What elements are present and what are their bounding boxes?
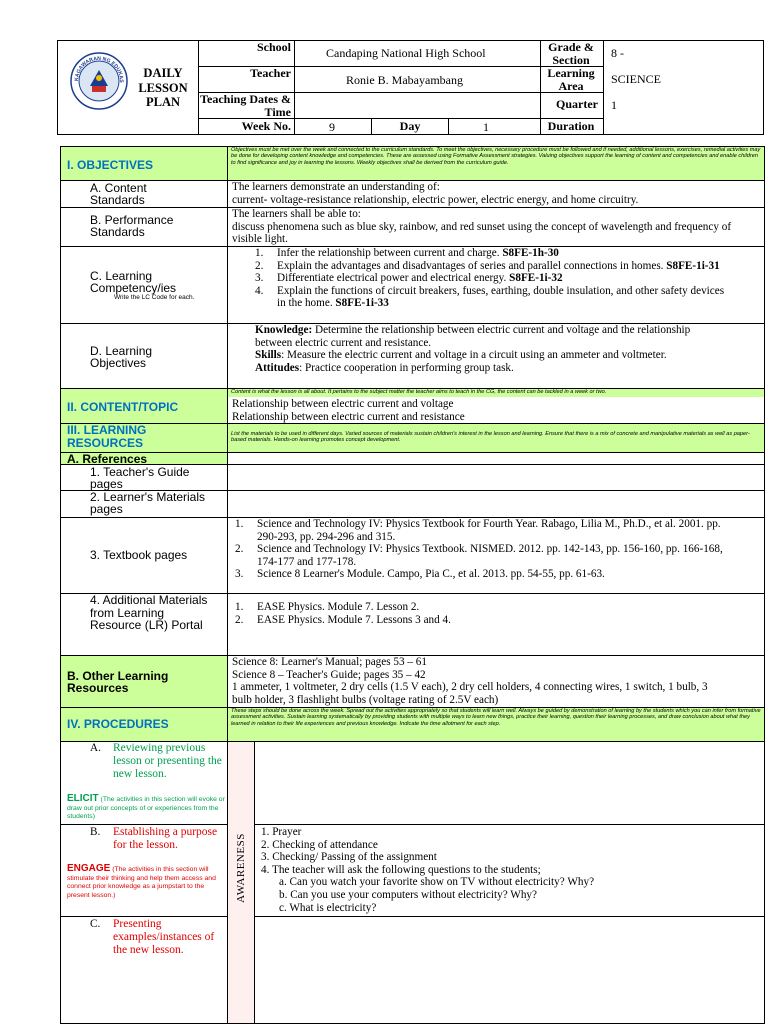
week-value: 9 [329, 120, 335, 134]
procedure-question: a. Can you watch your favorite show on TV without electricity? Why? [279, 876, 595, 889]
day-value-cell [448, 118, 541, 135]
content-standards-line2: current- voltage-resistance relationship, electric power, electric energy, and home circuitry. [232, 193, 639, 206]
other-resource-line: Science 8 – Teacher's Guide; pages 35 – 42 [232, 668, 426, 681]
day-value: 1 [483, 120, 489, 134]
week-label: Week No. [241, 119, 291, 133]
quarter-value: 1 [611, 98, 617, 112]
content-topic: Relationship between electric current and voltage [232, 398, 454, 410]
competencies-list [255, 247, 735, 310]
procedure-step: 1. Prayer [261, 826, 302, 838]
knowledge-objective: Knowledge: Determine the relationship between electric current and voltage and the relationship between electric current and resistance. [255, 324, 691, 349]
learning-objectives-label: D. Learning Objectives [90, 344, 153, 370]
learners-materials-label: 2. Learner's Materials pages [90, 490, 206, 516]
content-topic: Relationship between electric current and resistance [232, 410, 465, 423]
additional-materials-list [235, 601, 727, 626]
competencies-label: C. Learning Competency/ies [90, 269, 177, 295]
procedure-step: 3. Checking/ Passing of the assignment [261, 851, 437, 864]
other-resources-label: B. Other Learning Resources [67, 669, 169, 695]
procedure-question: c. What is electricity? [279, 901, 377, 914]
deped-seal-logo [70, 52, 128, 110]
elicit-description: ELICIT (The activities in this section will evoke or draw out prior concepts of or experiences from the students) [67, 793, 225, 820]
performance-standards-line2: discuss phenomena such as blue sky, rainbow, and red sunset using the concept of wavelength and frequency of visible light. [232, 220, 732, 246]
resources-title: III. LEARNING RESOURCES [67, 423, 147, 450]
teacher-label: Teacher [250, 66, 291, 80]
additional-item: 2. EASE Physics. Module 7. Lessons 3 and 4. [235, 613, 451, 626]
awareness-label: AWARENESS [235, 833, 247, 903]
procedure-question: b. Can you use your computers without electricity? Why? [279, 888, 537, 901]
dates-label: Teaching Dates & Time [200, 92, 291, 119]
textbook-label: 3. Textbook pages [90, 548, 188, 562]
additional-item: 1. EASE Physics. Module 7. Lesson 2. [235, 601, 420, 613]
area-label: Learning Area [547, 66, 595, 93]
objectives-title: I. OBJECTIVES [67, 158, 154, 172]
textbook-item: 3. Science 8 Learner's Module. Campo, Pia C., et al. 2013. pp. 54-55, pp. 61-63. [235, 568, 605, 581]
content-standards-line1: The learners demonstrate an understanding of: [232, 181, 440, 193]
teachers-guide-cell [227, 464, 765, 491]
textbook-item: 2. Science and Technology IV: Physics Textbook. NISMED. 2012. pp. 142-143, pp. 156-160, pp. 166-168, 174-177 and 177-178. [235, 543, 723, 568]
procedures-title: IV. PROCEDURES [67, 717, 169, 731]
learners-materials-cell [227, 490, 765, 518]
references-label: A. References [67, 452, 148, 466]
procedure-a-content-cell [254, 741, 765, 825]
attitudes-objective: Attitudes: Practice cooperation in performing group task. [255, 361, 514, 374]
duration-label: Duration [547, 119, 595, 133]
procedures-note: These steps should be done across the week. Spread out the activities appropriately so that students will learn well. Always be guided by demonstration of learning by the students which you can infer from formative assessment activities. Sustain learning systematically by providing students with multiple ways to learn new things, practice their learning, question their learning processes, and draw conclusion about what they learned in relation to their life experiences and previous knowledge. Indicate the time allotment for each step. [231, 708, 761, 727]
additional-materials-label: 4. Additional Materials from Learning Resource (LR) Portal [90, 593, 208, 632]
teachers-guide-label: 1. Teacher's Guide pages [90, 465, 190, 491]
procedure-c-num: C. [90, 918, 101, 930]
textbook-list [235, 518, 727, 581]
quarter-label: Quarter [556, 97, 598, 111]
content-standards-label: A. Content Standards [90, 181, 147, 207]
dates-value-cell [294, 92, 541, 119]
other-resource-line: Science 8: Learner's Manual; pages 53 – 61 [232, 656, 427, 668]
performance-standards-text [232, 208, 732, 246]
other-resources-text [232, 656, 712, 706]
competency-item: 2. Explain the advantages and disadvantages of series and parallel connections in homes. S8FE-1i-31 [255, 259, 720, 272]
content-title: II. CONTENT/TOPIC [67, 400, 179, 414]
textbook-item: 1. Science and Technology IV: Physics Textbook for Fourth Year. Rabago, Lilia M., Ph.D., et al. 2001. pp. 290-293, pp. 294-296 and 315. [235, 518, 721, 543]
procedure-b-label: Establishing a purpose for the lesson. [113, 826, 218, 851]
performance-standards-line1: The learners shall be able to: [232, 208, 361, 220]
school-value: Candaping National High School [326, 46, 486, 60]
procedure-c-content-cell [254, 916, 765, 1024]
grade-label: Grade & Section [548, 40, 594, 67]
learning-objectives-text [255, 324, 723, 374]
procedure-step: 4. The teacher will ask the following questions to the students; [261, 863, 541, 876]
content-topics [232, 398, 465, 423]
procedure-a-label: Reviewing previous lesson or presenting the new lesson. [113, 742, 222, 780]
svg-text:KAGAWARAN NG EDUKASYON: KAGAWARAN NG EDUKAS [73, 55, 125, 83]
procedure-c-label: Presenting examples/instances of the new lesson. [113, 918, 215, 956]
procedure-b-steps [261, 826, 761, 914]
competency-item: 1. Infer the relationship between current and charge. S8FE-1h-30 [255, 247, 559, 259]
competency-item: 4. Explain the functions of circuit breakers, fuses, earthing, double insulation, and other safety devices in the home. S8FE-1i-33 [255, 284, 725, 310]
procedure-step: 2. Checking of attendance [261, 838, 378, 851]
teacher-value: Ronie B. Mabayambang [346, 73, 463, 87]
grade-value: 8 - [611, 46, 624, 60]
area-value: SCIENCE [611, 72, 662, 86]
competency-item: 3. Differentiate electrical power and electrical energy. S8FE-1i-32 [255, 272, 563, 285]
document-title: DAILY LESSON PLAN [138, 66, 188, 109]
competencies-sub: Write the LC Code for each. [114, 294, 195, 301]
resources-note: List the materials to be used in different days. Varied sources of materials sustain children's interest in the lesson and learning. Ensure that there is a mix of concrete and manipulative materials as well as paper-based materials. Hands-on learning promotes concept development. [231, 431, 750, 444]
content-note: Content is what the lesson is all about. It pertains to the subject matter the teacher aims to teach in the CG, the content can be tackled in a week or two. [231, 389, 607, 395]
engage-description: ENGAGE (The activities in this section will stimulate their thinking and help them access and connect prior knowledge as a jumpstart to the present lesson.) [67, 863, 216, 899]
procedure-a-num: A. [90, 742, 101, 754]
skills-objective: Skills: Measure the electric current and voltage in a circuit using an ammeter and voltmeter. [255, 349, 667, 362]
day-label: Day [399, 119, 421, 133]
other-resource-line: 1 ammeter, 1 voltmeter, 2 dry cells (1.5 V each), 2 dry cell holders, 4 connecting wires, 1 switch, 1 bulb, 3 bulb holder, 3 flashlight bulbs (voltage rating of 2.5V each) [232, 681, 708, 706]
school-label: School [256, 40, 291, 54]
content-standards-text [232, 181, 760, 206]
objectives-note: Objectives must be met over the week and connected to the curriculum standards. To meet the objectives, necessary procedure must be followed and if needed, additional lessons, exercises, remedial activities may be done for developing content knowledge and competencies. These are assessed using Formative Assessment strategies. Valuing objectives support the learning of content and competencies and enable children to find significance and joy in learning the lessons. Weekly objectives shall be derived from the curriculum guide. [231, 147, 761, 166]
procedure-b-num: B. [90, 826, 101, 838]
performance-standards-label: B. Performance Standards [90, 213, 174, 239]
